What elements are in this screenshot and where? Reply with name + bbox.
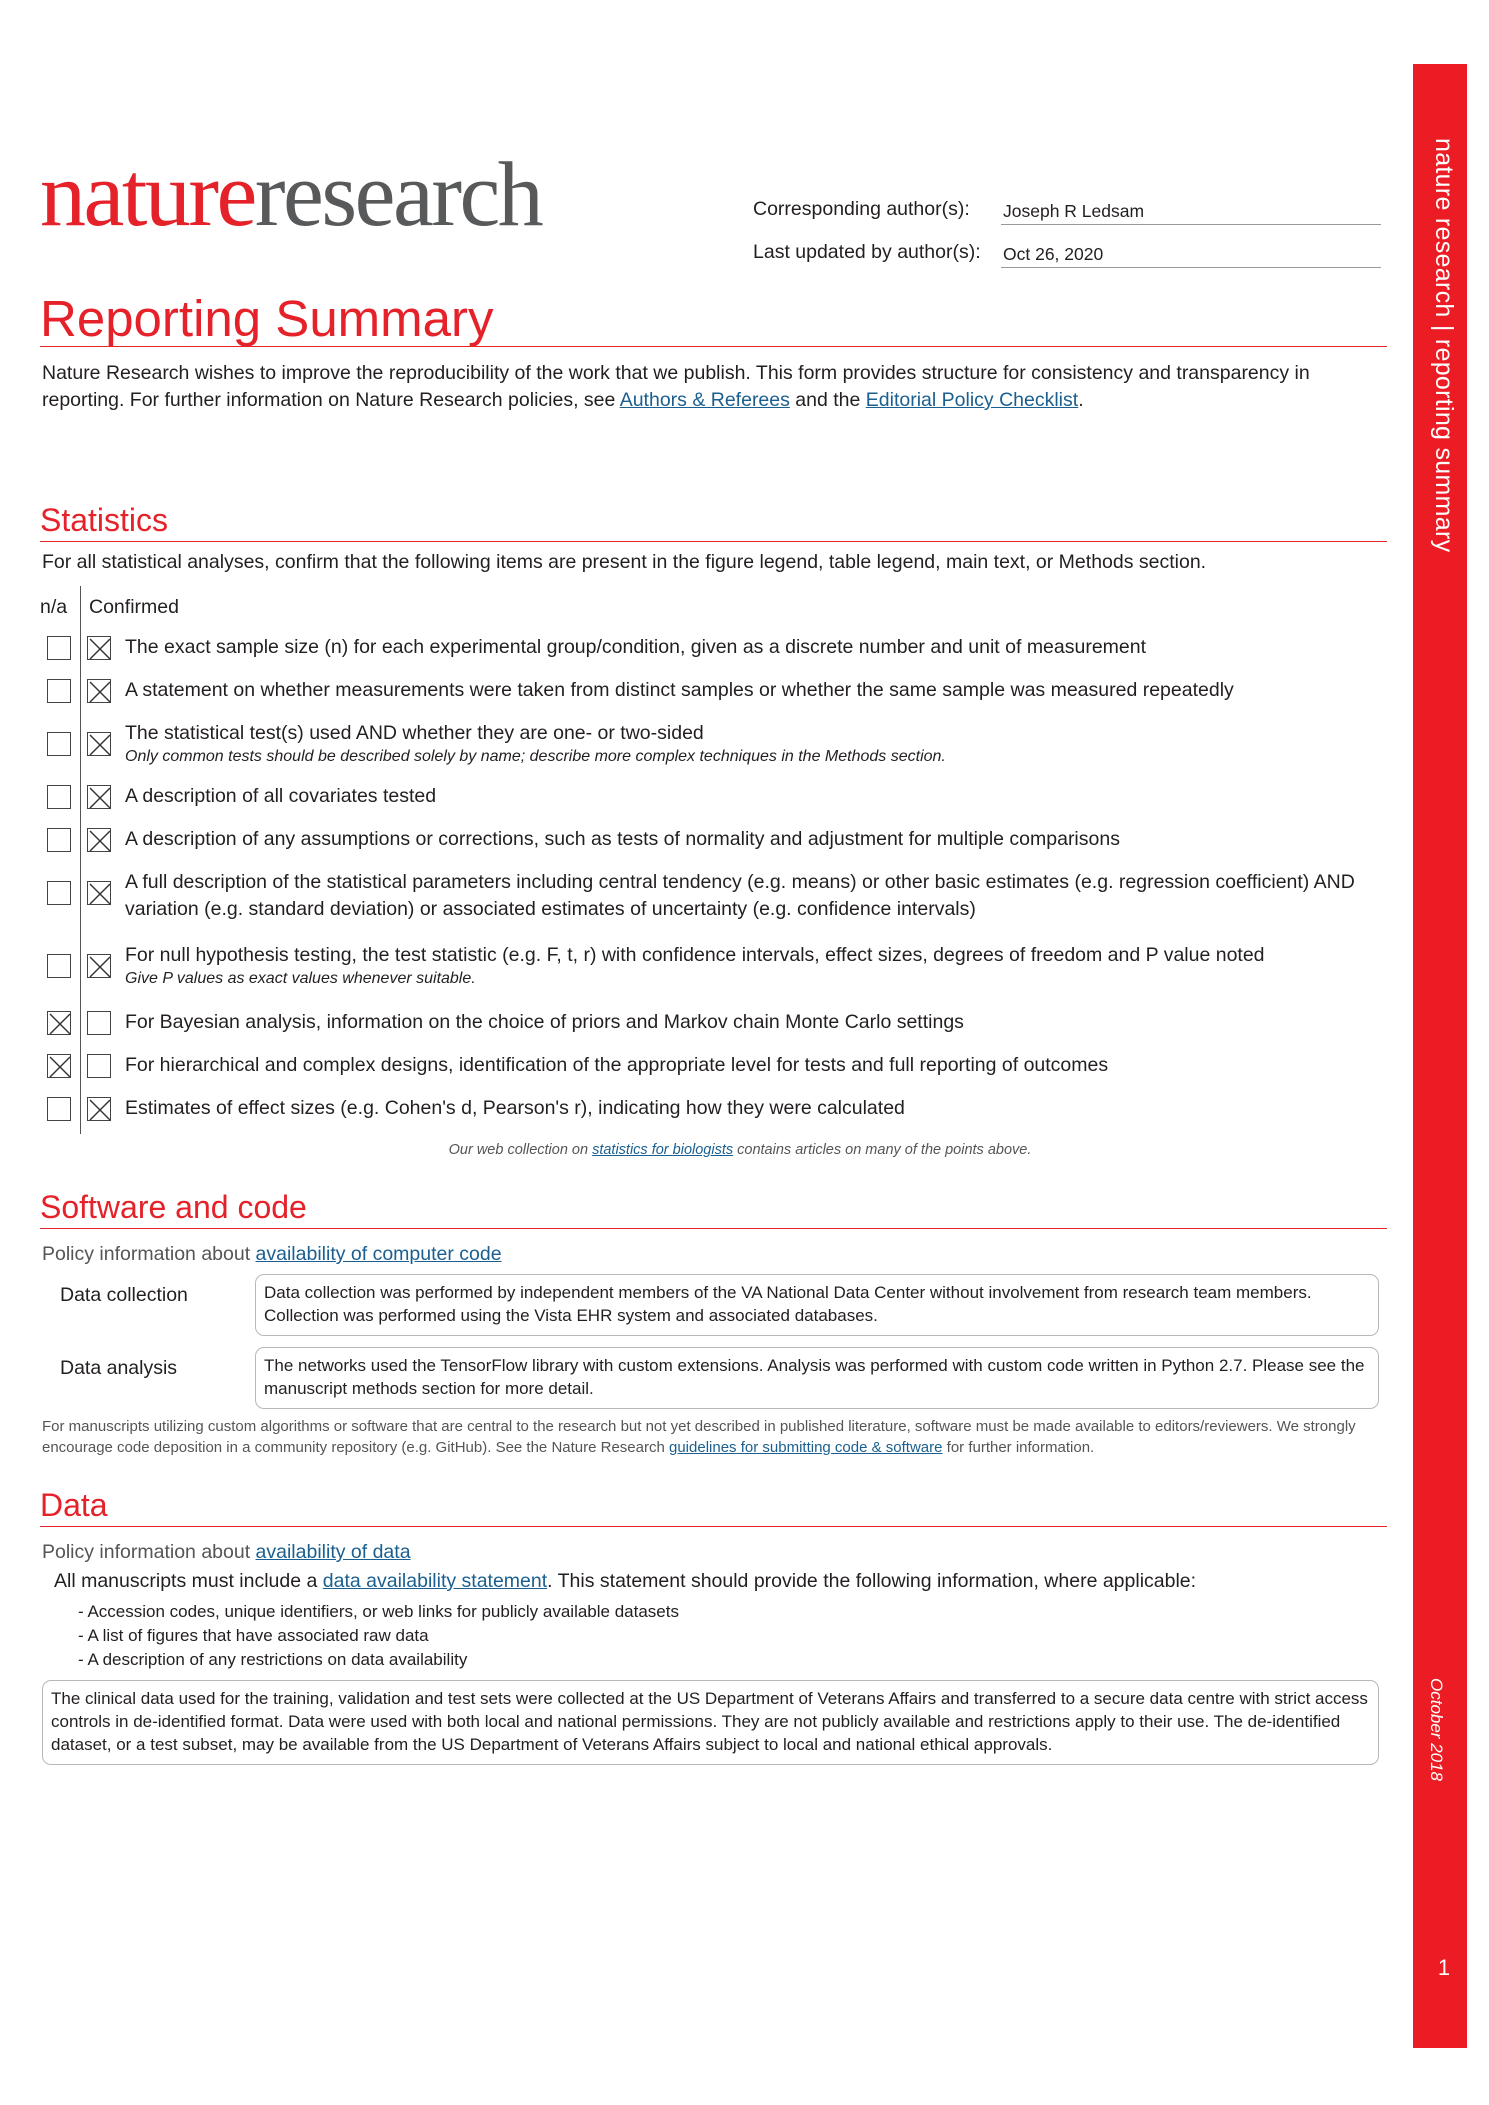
- checklist-item-text: A description of all covariates tested: [125, 785, 437, 807]
- confirmed-checkbox[interactable]: [87, 636, 111, 660]
- data-availability-statement-link[interactable]: data availability statement: [322, 1570, 548, 1592]
- data-collection-label: Data collection: [60, 1284, 188, 1306]
- data-collection-field[interactable]: Data collection was performed by independent members of the VA National Data Center without involvement from research team members. Collection was performed using the Vista EHR system and associated databases.: [255, 1274, 1379, 1336]
- statistics-for-biologists-link[interactable]: statistics for biologists: [592, 1142, 734, 1158]
- data-heading: Data: [40, 1487, 108, 1523]
- nature-research-logo: [40, 143, 542, 245]
- na-checkbox[interactable]: [47, 785, 71, 809]
- confirmed-checkbox[interactable]: [87, 679, 111, 703]
- na-checkbox[interactable]: [47, 1054, 71, 1078]
- confirmed-checkbox[interactable]: [87, 1097, 111, 1121]
- last-updated-label: Last updated by author(s):: [753, 241, 981, 263]
- data-bullet: - Accession codes, unique identifiers, or web links for publicly available datasets: [78, 1602, 679, 1621]
- confirmed-checkbox[interactable]: [87, 785, 111, 809]
- checklist-item-text: For hierarchical and complex designs, identification of the appropriate level for tests and full reporting of outcomes: [125, 1054, 1109, 1076]
- checklist-item: [125, 826, 1395, 853]
- corresponding-author-label: Corresponding author(s):: [753, 198, 970, 220]
- checklist-item: [125, 1052, 1395, 1079]
- checklist-item: [125, 783, 1395, 810]
- checklist-divider: [80, 586, 81, 1134]
- sidebar-title: nature research | reporting summary: [1430, 138, 1458, 553]
- na-checkbox[interactable]: [47, 636, 71, 660]
- confirmed-checkbox[interactable]: [87, 1054, 111, 1078]
- checklist-item: [125, 942, 1395, 989]
- data-bullet: - A description of any restrictions on data availability: [78, 1650, 468, 1669]
- na-checkbox[interactable]: [47, 881, 71, 905]
- availability-of-code-link[interactable]: availability of computer code: [255, 1243, 502, 1265]
- code-guidelines-link[interactable]: guidelines for submitting code & software: [669, 1439, 943, 1456]
- checklist-item-guidance: Give P values as exact values whenever suitable.: [125, 970, 476, 987]
- checklist-item-text: Estimates of effect sizes (e.g. Cohen's d, Pearson's r), indicating how they were calculated: [125, 1097, 905, 1119]
- title-rule: [40, 346, 1387, 347]
- data-analysis-field[interactable]: The networks used the TensorFlow library with custom extensions. Analysis was performed with custom code written in Python 2.7. Please see the manuscript methods section for more detail.: [255, 1347, 1379, 1409]
- confirmed-checkbox[interactable]: [87, 1011, 111, 1035]
- checklist-item-text: The exact sample size (n) for each experimental group/condition, given as a discrete number and unit of measurement: [125, 636, 1147, 658]
- data-bullet: - A list of figures that have associated raw data: [78, 1626, 429, 1645]
- checklist-item-text: A description of any assumptions or corrections, such as tests of normality and adjustment for multiple comparisons: [125, 828, 1120, 850]
- software-footnote: For manuscripts utilizing custom algorithms or software that are central to the research but not yet described in published literature, software must be made available to editors/reviewers. We strongly encourage code deposition in a community repository (e.g. GitHub). See the Nature Research guidelines for submitting code & software for further information.: [42, 1418, 1356, 1456]
- na-checkbox[interactable]: [47, 1097, 71, 1121]
- logo-nature: nature: [40, 143, 255, 245]
- last-updated-field[interactable]: Oct 26, 2020: [1001, 244, 1381, 268]
- checklist-item-text: For null hypothesis testing, the test statistic (e.g. F, t, r) with confidence intervals, effect sizes, degrees of freedom and P value noted: [125, 944, 1265, 966]
- data-statement-instructions: All manuscripts must include a data availability statement. This statement should provide the following information, where applicable:: [54, 1570, 1197, 1592]
- checklist-item-text: A full description of the statistical parameters including central tendency (e.g. means) or other basic estimates (e.g. regression coefficient) AND variation (e.g. standard deviation) or associated estimates of uncertainty (e.g. confidence intervals): [125, 871, 1355, 920]
- data-policy: Policy information about availability of data: [42, 1541, 411, 1563]
- statistics-note: Our web collection on statistics for biologists contains articles on many of the points above.: [448, 1142, 1032, 1158]
- checklist-item-text: The statistical test(s) used AND whether they are one- or two-sided: [125, 722, 704, 744]
- confirmed-checkbox[interactable]: [87, 954, 111, 978]
- checklist-item: [125, 869, 1395, 923]
- checklist-item-text: For Bayesian analysis, information on the choice of priors and Markov chain Monte Carlo settings: [125, 1011, 964, 1033]
- statistics-heading: Statistics: [40, 502, 169, 538]
- confirmed-checkbox[interactable]: [87, 881, 111, 905]
- statistics-intro: For all statistical analyses, confirm that the following items are present in the figure legend, table legend, main text, or Methods section.: [42, 551, 1207, 573]
- confirmed-checkbox[interactable]: [87, 732, 111, 756]
- na-checkbox[interactable]: [47, 679, 71, 703]
- logo-research: research: [254, 143, 542, 245]
- data-availability-field[interactable]: The clinical data used for the training, validation and test sets were collected at the US Department of Veterans Affairs and transferred to a secure data centre with strict access controls in de-identified format. Data were used with both local and national permissions. They are not publicly available and restrictions apply to their use. The de-identified dataset, or a test subset, may be available from the US Department of Veterans Affairs subject to local and national ethical approvals.: [42, 1680, 1379, 1765]
- intro-paragraph: Nature Research wishes to improve the reproducibility of the work that we publish. This form provides structure for consistency and transparency in reporting. For further information on Nature Research policies, see Authors & Referees and the Editorial Policy Checklist.: [42, 362, 1310, 411]
- authors-referees-link[interactable]: Authors & Referees: [619, 389, 790, 411]
- confirmed-checkbox[interactable]: [87, 828, 111, 852]
- checklist-item-text: A statement on whether measurements were taken from distinct samples or whether the same sample was measured repeatedly: [125, 679, 1234, 701]
- statistics-rule: [40, 541, 1387, 542]
- form-version-date: October 2018: [1427, 1678, 1446, 1782]
- na-checkbox[interactable]: [47, 732, 71, 756]
- page-title: Reporting Summary: [40, 290, 494, 347]
- checklist-item: [125, 1009, 1395, 1036]
- na-checkbox[interactable]: [47, 1011, 71, 1035]
- checklist-item: [125, 720, 1395, 767]
- software-rule: [40, 1228, 1387, 1229]
- data-analysis-label: Data analysis: [60, 1357, 178, 1379]
- checklist-item: [125, 677, 1395, 704]
- page-number: 1: [1437, 1955, 1451, 1980]
- checklist-item-guidance: Only common tests should be described solely by name; describe more complex techniques in the Methods section.: [125, 748, 946, 765]
- na-column-header: n/a: [40, 596, 68, 618]
- na-checkbox[interactable]: [47, 954, 71, 978]
- checklist-item: [125, 1095, 1395, 1122]
- software-policy: Policy information about availability of computer code: [42, 1243, 502, 1265]
- data-rule: [40, 1526, 1387, 1527]
- corresponding-author-field[interactable]: Joseph R Ledsam: [1001, 201, 1381, 225]
- checklist-item: [125, 634, 1395, 661]
- na-checkbox[interactable]: [47, 828, 71, 852]
- availability-of-data-link[interactable]: availability of data: [255, 1541, 411, 1563]
- confirmed-column-header: Confirmed: [89, 596, 179, 618]
- editorial-policy-link[interactable]: Editorial Policy Checklist: [865, 389, 1079, 411]
- software-heading: Software and code: [40, 1189, 307, 1225]
